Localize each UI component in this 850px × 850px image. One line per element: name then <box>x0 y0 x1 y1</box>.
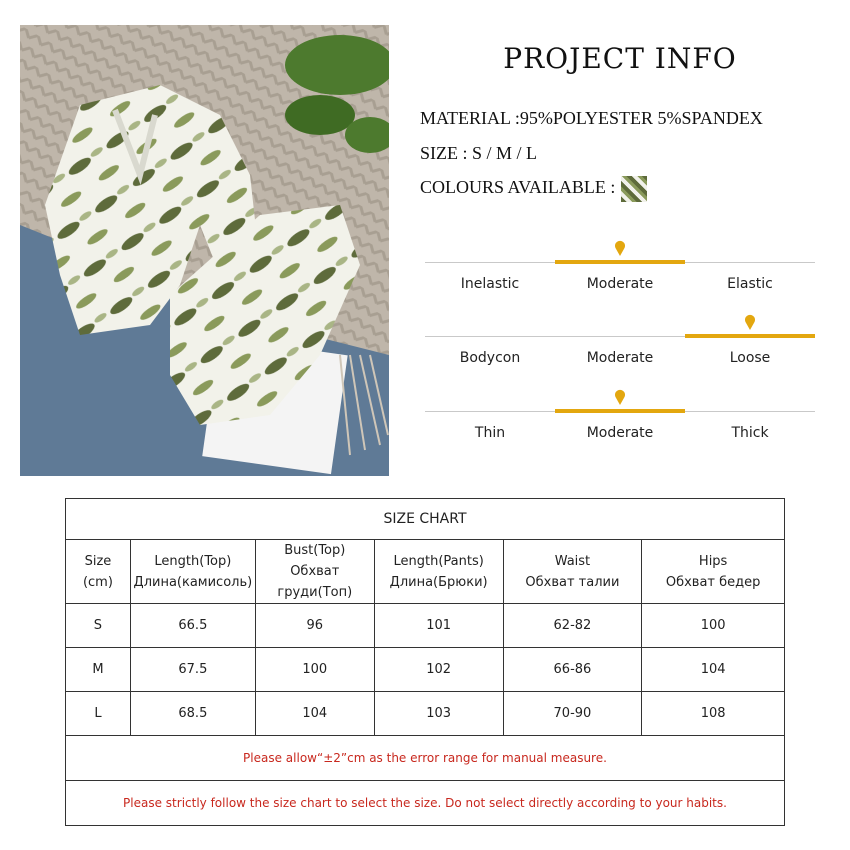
table-cell: 100 <box>255 648 374 692</box>
material-text: MATERIAL :95%POLYESTER 5%SPANDEX <box>420 108 763 128</box>
header-ru: Обхват бедер <box>665 574 761 590</box>
table-cell: 101 <box>374 604 503 648</box>
table-cell: 62-82 <box>503 604 642 648</box>
header-cell <box>642 540 785 604</box>
scale-highlight <box>685 334 815 338</box>
table-cell: 100 <box>642 604 785 648</box>
header-cell <box>503 540 642 604</box>
header-cell <box>66 540 131 604</box>
header-cell <box>130 540 255 604</box>
scale-label-middle: Moderate <box>586 276 654 292</box>
size-chart-title: SIZE CHART <box>66 499 785 540</box>
header-en: Bust(Top) <box>284 543 346 558</box>
table-cell: 66.5 <box>130 604 255 648</box>
table-cell: 104 <box>642 648 785 692</box>
table-cell: 66-86 <box>503 648 642 692</box>
colours-row <box>420 176 647 202</box>
header-cell <box>255 540 374 604</box>
size-advice-note: Please strictly follow the size chart to select the size. Do not select directly according to your habits. <box>66 781 785 826</box>
scale-label-left: Bodycon <box>459 350 521 366</box>
size-chart-table <box>65 498 785 826</box>
table-cell: S <box>66 604 131 648</box>
table-cell: 104 <box>255 692 374 736</box>
table-cell: 103 <box>374 692 503 736</box>
scale-label-left: Thin <box>474 425 506 441</box>
colour-swatch <box>621 176 647 202</box>
scale-highlight <box>555 260 685 264</box>
table-row <box>66 604 785 648</box>
table-cell: 67.5 <box>130 648 255 692</box>
scale-label-left: Inelastic <box>460 276 520 292</box>
location-pin-icon <box>614 240 626 256</box>
table-cell: 68.5 <box>130 692 255 736</box>
table-cell: M <box>66 648 131 692</box>
fit-scale <box>425 336 815 376</box>
table-cell: 96 <box>255 604 374 648</box>
header-en: Length(Top) <box>154 553 232 569</box>
table-cell: 102 <box>374 648 503 692</box>
elasticity-scale <box>425 262 815 302</box>
table-row <box>66 692 785 736</box>
header-en: Waist <box>554 553 591 569</box>
table-cell: 108 <box>642 692 785 736</box>
header-en: Hips <box>698 553 728 569</box>
header-cell <box>374 540 503 604</box>
header-ru: Обхват талии <box>525 574 620 590</box>
scale-label-right: Thick <box>731 425 769 441</box>
scale-label-right: Elastic <box>727 276 773 292</box>
header-ru: (cm) <box>82 574 113 590</box>
location-pin-icon <box>744 314 756 330</box>
header-en: Size <box>84 553 112 569</box>
location-pin-icon <box>614 389 626 405</box>
table-cell: L <box>66 692 131 736</box>
thickness-scale <box>425 411 815 451</box>
table-row <box>66 648 785 692</box>
scale-label-middle: Moderate <box>586 350 654 366</box>
scale-highlight <box>555 409 685 413</box>
header-ru: Длина(камисоль) <box>133 574 253 590</box>
header-ru: Обхват груди(Топ) <box>277 564 353 600</box>
table-cell: 70-90 <box>503 692 642 736</box>
project-info-title: PROJECT INFO <box>503 42 737 75</box>
colours-label: COLOURS AVAILABLE : <box>420 177 616 198</box>
header-en: Length(Pants) <box>393 553 484 569</box>
measurement-note: Please allow“±2”cm as the error range for manual measure. <box>66 736 785 781</box>
size-text: SIZE : S / M / L <box>420 143 538 163</box>
header-row <box>66 540 785 604</box>
scale-label-right: Loose <box>729 350 771 366</box>
product-photo <box>20 25 389 476</box>
header-ru: Длина(Брюки) <box>389 574 488 590</box>
scale-label-middle: Moderate <box>586 425 654 441</box>
